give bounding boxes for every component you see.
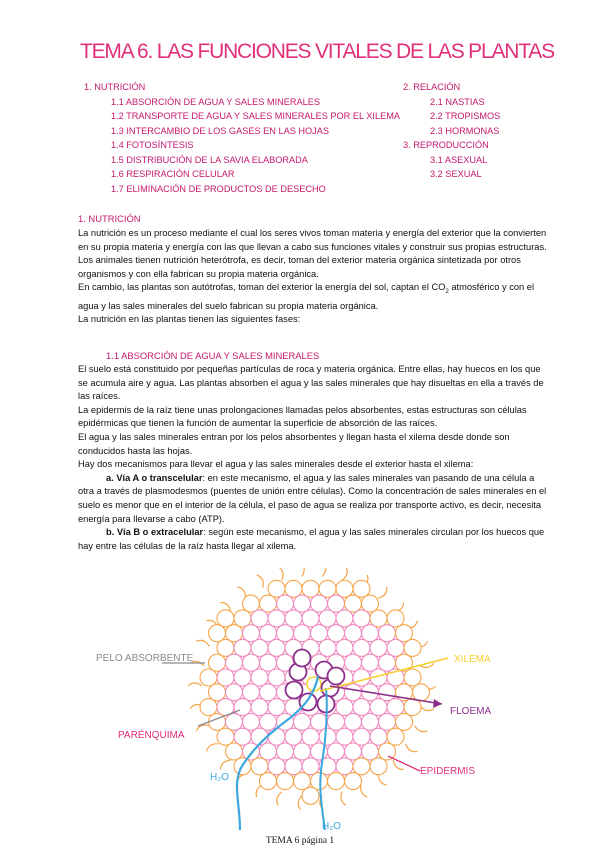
parenchyma-cell	[294, 743, 311, 760]
absorbent-hair	[420, 706, 434, 710]
epidermis-cell	[217, 610, 234, 627]
parenchyma-cell	[260, 684, 277, 701]
parenchyma-cell	[336, 699, 353, 716]
section-heading-nutricion: 1. NUTRICIÓN	[78, 213, 141, 224]
absorbent-hair	[298, 796, 302, 810]
root-cross-section-figure	[90, 568, 560, 830]
epidermis-cell	[311, 773, 328, 790]
parenchyma-cell	[234, 669, 251, 686]
epidermis-cell	[396, 713, 413, 730]
paragraph-via-b: b. Vía B o extracelular: según este mecanismo, el agua y las sales minerales circulan por los huecos que hay entre las células de la raíz hasta llegar al xilema.	[78, 527, 545, 551]
parenchyma-cell	[336, 639, 353, 656]
parenchyma-cell	[328, 713, 345, 730]
xylem-vessel	[294, 650, 311, 667]
epidermis-cell	[260, 595, 277, 612]
parenchyma-cell	[353, 639, 370, 656]
parenchyma-cell	[328, 625, 345, 642]
absorbent-hair	[188, 683, 202, 686]
xylem-vessel	[286, 682, 303, 699]
epidermis-cell	[404, 669, 421, 686]
parenchyma-cell	[243, 713, 260, 730]
parenchyma-cell	[285, 758, 302, 775]
parenchyma-cell	[243, 684, 260, 701]
xylem-vessel	[328, 668, 345, 685]
parenchyma-cell	[311, 713, 328, 730]
epidermis-cell	[353, 580, 370, 597]
absorbent-hair	[361, 785, 368, 798]
parenchyma-cell	[345, 654, 362, 671]
paragraph-via-a: a. Vía A o transcelular: en este mecanismo, el agua y las sales minerales van pasando de una célula a otra a través de plasmodesmos (puentes de unión entre células). Como la concentración de sales minerales en el suelo es menor que en el interior de la célula, el paso de agua se realiza por transporte activo, es decir, necesita energía para llevarse a cabo (ATP).	[78, 472, 547, 524]
parenchyma-cell	[379, 684, 396, 701]
parenchyma-cell	[294, 625, 311, 642]
epidermis-cell	[234, 610, 251, 627]
toc-right-column	[403, 80, 500, 182]
parenchyma-cell	[362, 743, 379, 760]
parenchyma-cell	[234, 639, 251, 656]
parenchyma-cell	[268, 639, 285, 656]
epidermis-cell	[209, 654, 226, 671]
parenchyma-cell	[294, 595, 311, 612]
epidermis-cell	[260, 773, 277, 790]
page-title: TEMA 6. LAS FUNCIONES VITALES DE LAS PLANTAS	[80, 40, 554, 63]
paragraph: La nutrición es un proceso mediante el cual los seres vivos toman materia y energía del exterior que la convierten en su propia materia y energía con las que llevan a cabo sus funciones vitales y construir sus propias estructuras.	[78, 228, 547, 252]
parenchyma-cell	[268, 610, 285, 627]
parenchyma-cell	[353, 610, 370, 627]
toc-item[interactable]: 1.5 DISTRIBUCIÓN DE LA SAVIA ELABORADA	[111, 154, 308, 165]
parenchyma-cell	[353, 699, 370, 716]
parenchyma-cell	[302, 728, 319, 745]
parenchyma-cell	[234, 728, 251, 745]
parenchyma-cell	[345, 625, 362, 642]
parenchyma-cell	[353, 669, 370, 686]
epidermis-cell	[251, 758, 268, 775]
epidermis-cell	[226, 625, 243, 642]
toc-item[interactable]: 3. REPRODUCCIÓN	[403, 140, 489, 150]
epidermis-cell	[396, 625, 413, 642]
epidermis-cell	[302, 787, 319, 804]
toc-item[interactable]: 1.7 ELIMINACIÓN DE PRODUCTOS DE DESECHO	[111, 183, 326, 194]
parenchyma-cell	[260, 654, 277, 671]
parenchyma-cell	[379, 654, 396, 671]
parenchyma-cell	[336, 610, 353, 627]
toc-item[interactable]: 1.3 INTERCAMBIO DE LOS GASES EN LAS HOJAS	[111, 125, 330, 136]
epidermis-cell	[217, 728, 234, 745]
toc-item[interactable]: 1.6 RESPIRACIÓN CELULAR	[111, 169, 235, 179]
paragraph: Hay dos mecanismos para llevar el agua y las sales minerales desde el exterior hasta el xilema:	[78, 459, 474, 470]
epidermis-cell	[328, 773, 345, 790]
page-footer: TEMA 6 página 1	[265, 836, 335, 846]
epidermis-cell	[268, 580, 285, 597]
parenchyma-cell	[379, 713, 396, 730]
parenchyma-cell	[302, 758, 319, 775]
label-pelo-absorbente: PELO ABSORBENTE	[96, 653, 194, 664]
section-absorcion-body	[78, 363, 548, 553]
absorbent-hair	[415, 726, 428, 732]
parenchyma-cell	[234, 699, 251, 716]
parenchyma-cell	[379, 625, 396, 642]
parenchyma-cell	[328, 743, 345, 760]
toc-item[interactable]: 1.2 TRANSPORTE DE AGUA Y SALES MINERALES POR EL XILEMA	[111, 111, 401, 121]
paragraph: La epidermis de la raíz tiene unas prolongaciones llamadas pelos absorbentes, estas estructuras son células epidérmicas que tienen la función de aumentar la superficie de absorción de las raíces.	[78, 404, 527, 429]
parenchyma-cell	[251, 699, 268, 716]
arrow-epidermis	[388, 756, 420, 771]
parenchyma-cell	[302, 610, 319, 627]
parenchyma-cell	[345, 713, 362, 730]
parenchyma-cell	[251, 610, 268, 627]
absorbent-hair	[406, 744, 418, 752]
label-h2o: H₂O	[210, 772, 229, 783]
label-floema: FLOEMA	[450, 706, 492, 717]
toc-item[interactable]: 2.2 TROPISMOS	[430, 111, 501, 121]
paragraph: El suelo está constituido por pequeñas partículas de roca y materia orgánica. Entre ellas, hay huecos en los que se acumula aire y agua. Las plantas absorben el agua y las sales minerales que hay disueltas en ella a través de las raíces.	[78, 364, 544, 402]
epidermis-cell	[362, 595, 379, 612]
parenchyma-cell	[268, 728, 285, 745]
parenchyma-cell	[243, 625, 260, 642]
parenchyma-cell	[277, 743, 294, 760]
label-xilema: XILEMA	[454, 654, 491, 665]
parenchyma-cell	[336, 758, 353, 775]
paragraph: El agua y las sales minerales entran por los pelos absorbentes y llegan hasta el xilema desde donde son conducidos hasta las hojas.	[78, 431, 510, 456]
epidermis-cell	[209, 625, 226, 642]
absorbent-hair	[378, 587, 386, 598]
toc-item[interactable]: 1.4 FOTOSÍNTESIS	[111, 140, 194, 150]
label-epidermis: EPIDERMIS	[420, 766, 476, 777]
epidermis-cell	[387, 610, 404, 627]
parenchyma-cell	[370, 728, 387, 745]
paragraph: La nutrición en las plantas tienen las siguientes fases:	[78, 314, 301, 325]
epidermis-cell	[345, 773, 362, 790]
parenchyma-cell	[251, 639, 268, 656]
section-nutricion-body	[78, 227, 548, 327]
epidermis-cell	[370, 758, 387, 775]
parenchyma-cell	[319, 639, 336, 656]
parenchyma-cell	[336, 728, 353, 745]
parenchyma-cell	[243, 654, 260, 671]
epidermis-cell	[200, 669, 217, 686]
epidermis-cell	[345, 595, 362, 612]
parenchyma-cell	[260, 713, 277, 730]
epidermis-cell	[336, 580, 353, 597]
parenchyma-cell	[353, 728, 370, 745]
parenchyma-cell	[251, 669, 268, 686]
epidermis-cell	[277, 773, 294, 790]
parenchyma-cell	[370, 699, 387, 716]
absorbent-hair	[207, 744, 219, 751]
absorbent-hair	[341, 792, 346, 806]
parenchyma-cell	[370, 639, 387, 656]
parenchyma-cell	[217, 669, 234, 686]
parenchyma-cell	[362, 713, 379, 730]
paragraph: En cambio, las plantas son autótrofas, toman del exterior la energía del sol, captan el $CO_2$ atmosférico y con el agua y las sales minerales del suelo fabrican su propia materia orgánica.	[78, 282, 535, 311]
parenchyma-cell	[311, 625, 328, 642]
epidermis-cell	[200, 699, 217, 716]
paragraph: Los animales tienen nutrición heterótrofa, es decir, toman del exterior materia orgánica sintetizada por otros organismos y con ella fabrican su propia materia orgánica.	[78, 255, 521, 279]
epidermis-cell	[319, 580, 336, 597]
parenchyma-cell	[285, 610, 302, 627]
epidermis-cell	[370, 610, 387, 627]
absorbent-hair	[237, 587, 245, 598]
parenchyma-cell	[268, 758, 285, 775]
epidermis-cell	[379, 743, 396, 760]
absorbent-hair	[196, 640, 209, 646]
epidermis-cell	[404, 699, 421, 716]
epidermis-cell	[294, 773, 311, 790]
parenchyma-cell	[319, 610, 336, 627]
toc-item[interactable]: 2.1 NASTIAS	[430, 96, 485, 107]
toc-item[interactable]: 2. RELACIÓN	[403, 82, 461, 92]
parenchyma-cell	[362, 625, 379, 642]
parenchyma-cell	[285, 728, 302, 745]
epidermis-cell	[413, 684, 430, 701]
absorbent-hair	[257, 575, 264, 588]
parenchyma-cell	[345, 743, 362, 760]
parenchyma-cell	[328, 595, 345, 612]
parenchyma-cell	[226, 684, 243, 701]
parenchyma-cell	[319, 728, 336, 745]
parenchyma-cell	[362, 654, 379, 671]
epidermis-cell	[243, 595, 260, 612]
epidermis-cell	[217, 639, 234, 656]
toc-item[interactable]: 1.1 ABSORCIÓN DE AGUA Y SALES MINERALES	[111, 96, 321, 107]
root-cross-section-svg	[90, 568, 560, 830]
parenchyma-cell	[260, 625, 277, 642]
parenchyma-cell	[260, 743, 277, 760]
toc-item[interactable]: 2.3 HORMONAS	[430, 125, 500, 136]
parenchyma-cell	[268, 669, 285, 686]
parenchyma-cell	[277, 595, 294, 612]
parenchyma-cell	[226, 713, 243, 730]
parenchyma-cell	[226, 654, 243, 671]
toc-item[interactable]: 3.1 ASEXUAL	[430, 154, 488, 165]
parenchyma-cell	[294, 713, 311, 730]
epidermis-cell	[387, 728, 404, 745]
root-cells	[200, 580, 430, 804]
absorbent-hair	[220, 760, 230, 769]
parenchyma-cell	[277, 625, 294, 642]
toc-left-column	[84, 80, 400, 196]
epidermis-cell	[353, 758, 370, 775]
epidermis-cell	[226, 743, 243, 760]
label-h2o-bottom: H₂O	[322, 821, 341, 830]
parenchyma-cell	[311, 595, 328, 612]
toc-item[interactable]: 3.2 SEXUAL	[430, 169, 482, 179]
absorbent-hair	[342, 568, 347, 580]
parenchyma-cell	[345, 684, 362, 701]
absorbent-hair	[301, 568, 305, 577]
epidermis-cell	[404, 639, 421, 656]
epidermis-cell	[285, 580, 302, 597]
absorbent-hair	[278, 568, 283, 580]
epidermis-cell	[209, 684, 226, 701]
parenchyma-cell	[387, 699, 404, 716]
epidermis-cell	[302, 580, 319, 597]
absorbent-hair	[277, 792, 282, 806]
parenchyma-cell	[387, 639, 404, 656]
toc-item[interactable]: 1. NUTRICIÓN	[84, 82, 146, 92]
arrowhead-floema	[433, 699, 442, 708]
absorbent-hair	[322, 568, 326, 577]
section-heading-absorcion: 1.1 ABSORCIÓN DE AGUA Y SALES MINERALES	[106, 350, 320, 361]
label-parenquima: PARÉNQUIMA	[118, 730, 185, 741]
absorbent-hair	[378, 774, 386, 785]
parenchyma-cell	[268, 699, 285, 716]
